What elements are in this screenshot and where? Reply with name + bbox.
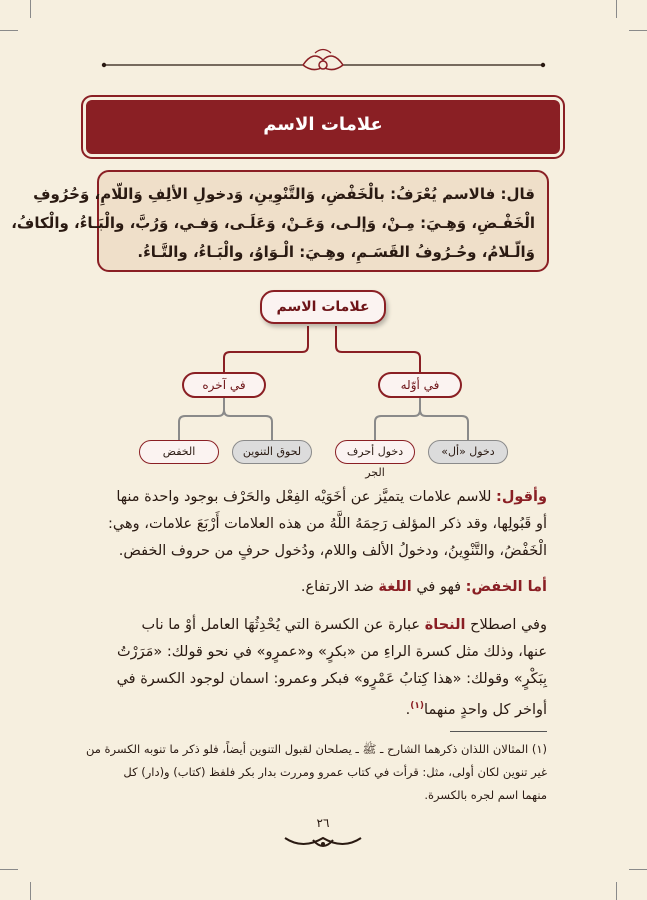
paragraph-text: أواخر كل واحدٍ منهما bbox=[424, 701, 547, 718]
paragraph-3-line: عنها، وذلك مثل كسرة الراءِ من «بكرٍ» و«عمرٍو» في نحو قولك: «مَرَرْتُ bbox=[117, 644, 547, 660]
paragraph-heading: وأقول: bbox=[496, 489, 547, 505]
crop-mark bbox=[629, 869, 647, 870]
paragraph-text: عبارة عن الكسرة التي يُحْدِثُهَا العامل أوْ ما ناب bbox=[141, 617, 425, 633]
paragraph-2-line bbox=[100, 574, 547, 601]
crop-mark bbox=[0, 30, 18, 31]
paragraph-text: . bbox=[405, 701, 411, 718]
crop-mark bbox=[30, 0, 31, 18]
footnote-reference[interactable]: (١) bbox=[410, 701, 425, 711]
crop-mark bbox=[30, 882, 31, 900]
crop-mark bbox=[616, 882, 617, 900]
paragraph-3-line: بِبَكْرٍ» وقولك: «هذا كِتابُ عَمْرٍو» فبكر وعمرو: اسمان لوجود الكسرة في bbox=[116, 671, 547, 687]
header-ornament-icon bbox=[100, 46, 547, 76]
diagram-root-node: علامات الاسم bbox=[260, 290, 386, 324]
diagram-leaf-khafd: الخفض bbox=[139, 440, 219, 464]
matn-quote-box bbox=[11, 170, 549, 272]
paragraph-3-line bbox=[100, 693, 547, 724]
footnote-line: منهما اسم لجره بالكسرة. bbox=[424, 788, 547, 802]
footnote-line: غير تنوين لكان أولى، مثل: قرأت في كتاب عمرو ومررت بدار بكر فلفظ (كتاب) و(دار) كل bbox=[123, 765, 547, 779]
paragraph-3-line bbox=[100, 612, 547, 639]
section-title: علامات الاسم bbox=[263, 114, 383, 135]
footnote-divider bbox=[450, 731, 547, 732]
diagram-node-beginning: في أوّله bbox=[378, 372, 462, 398]
paragraph-heading: أما الخفض: bbox=[465, 579, 547, 595]
footer-ornament-icon bbox=[283, 826, 363, 852]
paragraph-text: فهو في bbox=[411, 579, 466, 595]
footnote-line: (١) المثالان اللذان ذكرهما الشارح ـ ﷺ ـ يصلحان لقبول التنوين أيضاً، فلو ذكر ما تنوبه الكسرة من bbox=[85, 742, 547, 756]
paragraph-1-line bbox=[100, 484, 547, 511]
paragraph-1-line: أو قَبُولِها، وقد ذكر المؤلف رَحِمَهُ اللَّهُ من هذه العلامات أَرْبَعَ علامات، وهي: bbox=[108, 516, 547, 532]
signs-diagram bbox=[160, 286, 510, 479]
highlight-term: النحاة bbox=[424, 617, 466, 633]
diagram-leaf-jar: دخول أحرف الجر bbox=[335, 440, 415, 464]
quote-line: وَالّـلامُ، وحُـرُوفُ القَسَـمِ، وهِـيَ: الْـوَاوُ، والْبَـاءُ، والتَّـاءُ. bbox=[137, 243, 535, 261]
crop-mark bbox=[0, 869, 18, 870]
paragraph-1-line: الْخَفْضُ، والتَّنْوِينُ، ودخولُ الألف واللام، ودُخول حرفٍ من حروف الخفض. bbox=[118, 543, 547, 559]
section-title-banner bbox=[86, 100, 560, 154]
paragraph-text: للاسم علامات يتميَّز عن أخَوَيْه الفِعْل والحَرْف بوجود واحدة منها bbox=[116, 489, 497, 505]
page-number: ٢٦ bbox=[316, 816, 330, 830]
paragraph-text: وفي اصطلاح bbox=[465, 617, 547, 633]
crop-mark bbox=[629, 30, 647, 31]
highlight-term: اللغة bbox=[378, 579, 412, 595]
diagram-node-end: في آخره bbox=[182, 372, 266, 398]
paragraph-text: ضد الارتفاع. bbox=[300, 579, 379, 595]
crop-mark bbox=[616, 0, 617, 18]
quote-line: قال: فالاسم يُعْرَفُ: بالْخَفْضِ، وَالتَّنْوِينِ، وَدخولِ الألِفِ وَاللّامِ، وَحُرُوفِ bbox=[33, 185, 535, 203]
diagram-leaf-tanween: لحوق التنوين bbox=[232, 440, 312, 464]
diagram-leaf-al: دخول «أل» bbox=[428, 440, 508, 464]
quote-line: الْخَفْـضِ، وَهِـيَ: مِـنْ، وَإلـى، وَعَـنْ، وَعَلَـى، وَفـي، وَرُبَّ، والْبَـاءُ، والْكافُ، bbox=[11, 214, 535, 232]
